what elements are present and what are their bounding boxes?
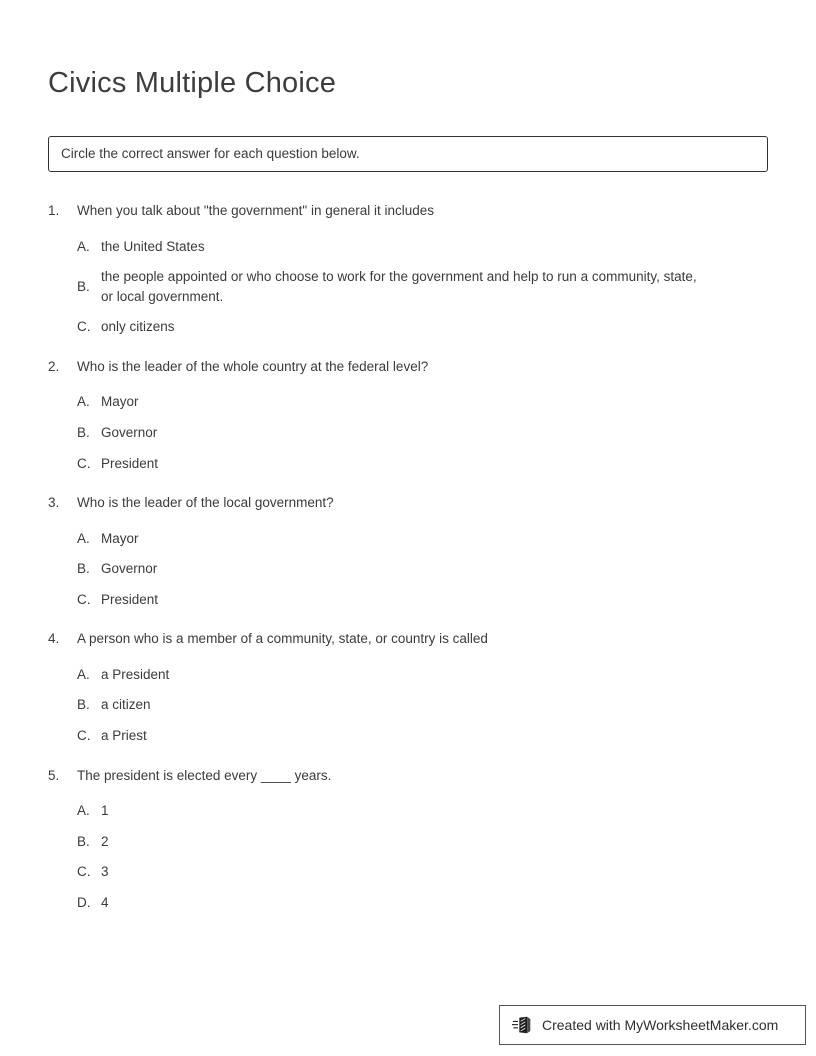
question-number: 4. [48, 631, 60, 647]
choice-letter: C. [77, 319, 91, 335]
choice-letter: B. [77, 697, 90, 713]
question-block [48, 629, 768, 745]
footer-credit-badge[interactable] [499, 1005, 806, 1045]
footer-credit-text: Created with MyWorksheetMaker.com [542, 1016, 779, 1033]
choice-letter: B. [77, 278, 90, 294]
choice-letter: A. [77, 666, 90, 682]
choice-option[interactable] [77, 559, 768, 579]
choice-option[interactable] [77, 893, 768, 913]
choice-letter: B. [77, 833, 90, 849]
choice-text: only citizens [101, 319, 175, 335]
question-number: 5. [48, 767, 60, 783]
choice-option[interactable] [77, 529, 768, 549]
instruction-text: Circle the correct answer for each question below. [61, 146, 360, 162]
choice-letter: B. [77, 424, 90, 440]
question-row [48, 201, 768, 221]
choice-text: President [101, 591, 159, 607]
choice-text: a President [101, 666, 170, 682]
choice-option[interactable] [77, 423, 768, 443]
choice-text: a Priest [101, 728, 147, 743]
question-block [48, 201, 768, 337]
choice-letter: B. [77, 561, 90, 577]
question-block [48, 766, 768, 913]
choice-text: a citizen [101, 697, 151, 713]
choice-letter: A. [77, 530, 90, 546]
choice-list [48, 237, 768, 337]
choice-list [48, 529, 768, 610]
choice-text: Governor [101, 561, 158, 577]
choice-text: 2 [101, 833, 109, 849]
choice-option[interactable] [77, 317, 768, 337]
choice-letter: C. [77, 455, 91, 471]
choice-letter: C. [77, 728, 91, 743]
question-row [48, 493, 768, 513]
choice-text: 3 [101, 864, 109, 880]
choice-option[interactable] [77, 454, 768, 474]
choice-option[interactable] [77, 726, 768, 746]
question-prompt: When you talk about "the government" in general it includes [77, 203, 435, 218]
choice-option[interactable] [77, 590, 768, 610]
question-block [48, 357, 768, 473]
choice-letter: A. [77, 394, 90, 410]
choice-option[interactable] [77, 237, 768, 257]
choice-text: Mayor [101, 530, 139, 546]
instruction-box [48, 136, 768, 172]
choice-option[interactable] [77, 267, 768, 306]
choice-option[interactable] [77, 862, 768, 882]
choice-list [48, 665, 768, 746]
choice-text: Governor [101, 424, 158, 440]
choice-option[interactable] [77, 695, 768, 715]
choice-option[interactable] [77, 801, 768, 821]
question-row [48, 357, 768, 377]
question-prompt: Who is the leader of the whole country at the federal level? [77, 358, 429, 374]
choice-option[interactable] [77, 832, 768, 852]
question-number: 3. [48, 495, 60, 511]
worksheet-maker-logo-icon [512, 1014, 534, 1036]
choice-list [48, 801, 768, 912]
question-list [48, 201, 768, 932]
choice-option[interactable] [77, 665, 768, 685]
question-row [48, 766, 768, 786]
choice-text: 4 [101, 894, 109, 910]
choice-text: the United States [101, 238, 205, 254]
question-row [48, 629, 768, 649]
choice-text: President [101, 455, 159, 471]
question-prompt: Who is the leader of the local government? [77, 495, 334, 511]
choice-letter: D. [77, 894, 91, 910]
question-prompt: The president is elected every ____ years. [77, 767, 332, 783]
choice-list [48, 392, 768, 473]
choice-letter: C. [77, 591, 91, 607]
question-number: 1. [48, 203, 60, 218]
question-prompt: A person who is a member of a community, state, or country is called [77, 631, 488, 647]
question-number: 2. [48, 358, 60, 374]
choice-letter: A. [77, 803, 90, 819]
page-title: Civics Multiple Choice [48, 67, 337, 100]
choice-letter: C. [77, 864, 91, 880]
choice-option[interactable] [77, 392, 768, 412]
choice-text: 1 [101, 803, 109, 819]
question-block [48, 493, 768, 609]
choice-letter: A. [77, 238, 90, 254]
choice-text: Mayor [101, 394, 139, 410]
choice-text: the people appointed or who choose to work for the government and help to run a community, state, or local government. [101, 269, 697, 304]
